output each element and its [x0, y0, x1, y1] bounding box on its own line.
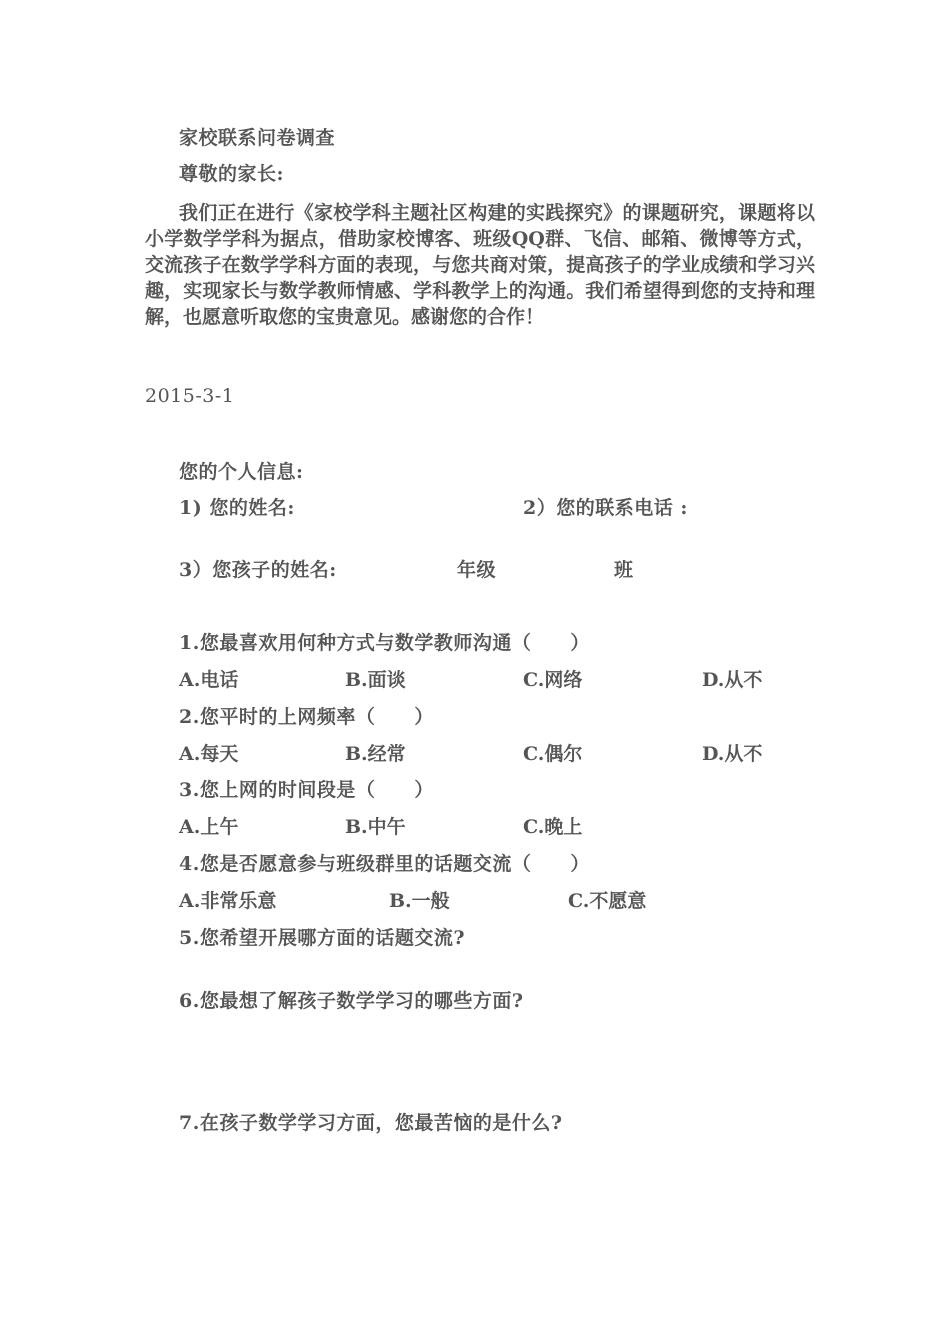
- q2-option-d: D.从不: [702, 743, 763, 765]
- q3-option-a: A.上午: [179, 816, 239, 838]
- intro-paragraph: [145, 200, 815, 330]
- q1-option-c: C.网络: [523, 669, 583, 691]
- name-label: 1) 您的姓名:: [179, 497, 295, 519]
- child-name-label: 3）您孩子的姓名:: [179, 559, 337, 581]
- intro-text: 我们正在进行《家校学科主题社区构建的实践探究》的课题研究，课题将以小学数学学科为据点，借助家校博客、班级QQ群、飞信、邮箱、微博等方式，交流孩子在数学学科方面的表现，与您共商对策，提高孩子的学业成绩和学习兴趣，实现家长与数学教师情感、学科教学上的沟通。我们希望得到您的支持和理解，也愿意听取您的宝贵意见。感谢您的合作！: [145, 202, 815, 328]
- document-title: 家校联系问卷调查: [179, 127, 336, 149]
- q4-option-b: B.一般: [389, 890, 450, 912]
- q4-option-c: C.不愿意: [568, 890, 647, 912]
- question-4: 4.您是否愿意参与班级群里的话题交流（ ）: [179, 853, 590, 875]
- grade-label: 年级: [457, 559, 497, 581]
- date: 2015-3-1: [145, 385, 235, 407]
- question-3: 3.您上网的时间段是（ ）: [179, 779, 434, 801]
- question-2: 2.您平时的上网频率（ ）: [179, 706, 434, 728]
- question-1: 1.您最喜欢用何种方式与数学教师沟通（ ）: [179, 632, 590, 654]
- q4-option-a: A.非常乐意: [179, 890, 277, 912]
- q1-option-a: A.电话: [179, 669, 239, 691]
- question-5: 5.您希望开展哪方面的话题交流?: [179, 927, 465, 949]
- q1-option-d: D.从不: [702, 669, 763, 691]
- q2-option-c: C.偶尔: [523, 743, 583, 765]
- q3-option-c: C.晚上: [523, 816, 583, 838]
- q1-option-b: B.面谈: [345, 669, 406, 691]
- question-7: 7.在孩子数学学习方面，您最苦恼的是什么?: [179, 1112, 563, 1134]
- greeting: 尊敬的家长:: [179, 163, 285, 185]
- phone-label: 2）您的联系电话 :: [523, 497, 688, 519]
- q2-option-a: A.每天: [179, 743, 239, 765]
- class-label: 班: [614, 559, 634, 581]
- q3-option-b: B.中午: [345, 816, 406, 838]
- personal-info-heading: 您的个人信息:: [179, 461, 304, 483]
- question-6: 6.您最想了解孩子数学学习的哪些方面?: [179, 990, 524, 1012]
- q2-option-b: B.经常: [345, 743, 406, 765]
